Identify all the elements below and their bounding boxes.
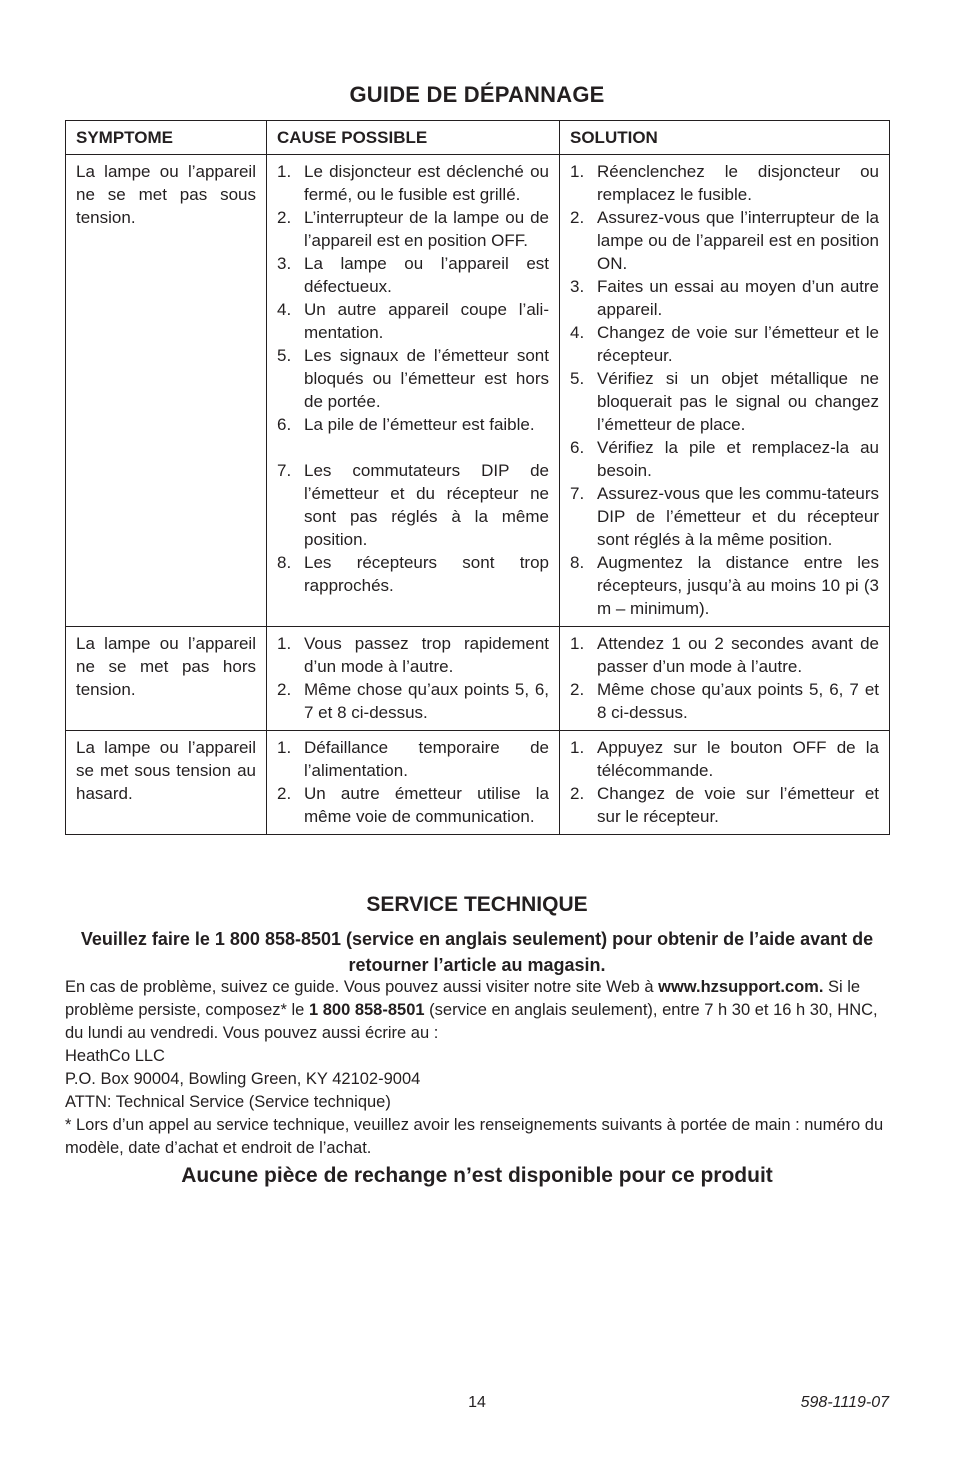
list-item: 1. Vous passez trop rapidement d’un mode à l’autre. — [277, 634, 549, 676]
list-item: 6. La pile de l’émetteur est faible. — [277, 415, 535, 434]
list-item: 1. Appuyez sur le bouton OFF de la télécommande. — [570, 738, 879, 780]
list-item: 6. Vérifiez la pile et remplacez-la au besoin. — [570, 438, 879, 480]
solution-cell — [560, 627, 890, 731]
table-row — [66, 627, 890, 731]
symptom-cell: La lampe ou l’appareil ne se met pas hors tension. — [66, 627, 267, 731]
solution-list — [570, 160, 879, 620]
cause-list — [277, 160, 549, 597]
cause-cell — [267, 731, 560, 835]
list-item: 5. Les signaux de l’émetteur sont bloqués ou l’émetteur est hors de portée. — [277, 346, 549, 411]
symptom-cell: La lampe ou l’appareil ne se met pas sous tension. — [66, 155, 267, 627]
address-box: P.O. Box 90004, Bowling Green, KY 42102-9004 — [65, 1070, 421, 1088]
list-item: 4. Un autre appareil coupe l’ali-mentation. — [277, 300, 549, 342]
service-paragraph: En cas de problème, suivez ce guide. Vous pouvez aussi visiter notre site Web à www.hzsupport.com. Si le problème persiste, composez* le 1 800 858-8501 (service en anglais seulement), entre 7 h 30 et 16 h 30, HNC, du lundi au vendredi. Vous pouvez aussi écrire au : — [65, 978, 878, 1042]
no-parts-notice: Aucune pièce de rechange n’est disponible pour ce produit — [181, 1164, 773, 1187]
website-link[interactable]: www.hzsupport.com. — [658, 978, 824, 996]
cause-cell — [267, 155, 560, 627]
header-symptom: SYMPTOME — [66, 121, 267, 155]
list-item: 4. Changez de voie sur l’émetteur et le récepteur. — [570, 323, 879, 365]
list-item: 2. Même chose qu’aux points 5, 6, 7 et 8 ci-dessus. — [570, 680, 879, 722]
service-footnote: * Lors d’un appel au service technique, veuillez avoir les renseignements suivants à portée de main : numéro du modèle, date d’achat et endroit de l’achat. — [65, 1116, 884, 1157]
document-code: 598-1119-07 — [800, 1394, 889, 1411]
list-item: 3. Faites un essai au moyen d’un autre appareil. — [570, 277, 879, 319]
symptom-cell: La lampe ou l’appareil se met sous tension au hasard. — [66, 731, 267, 835]
header-solution: SOLUTION — [560, 121, 890, 155]
list-item: 2. Assurez-vous que l’interrupteur de la lampe ou de l’appareil est en position ON. — [570, 208, 879, 273]
list-item: 5. Vérifiez si un objet métallique ne bloquerait pas le signal ou changez l’émetteur de place. — [570, 369, 879, 434]
list-item: 1. Attendez 1 ou 2 secondes avant de passer d’un mode à l’autre. — [570, 634, 879, 676]
list-item: 2. Un autre émetteur utilise la même voie de communication. — [277, 784, 549, 826]
solution-cell — [560, 155, 890, 627]
list-item: 2. Changez de voie sur l’émetteur et sur le récepteur. — [570, 784, 879, 826]
list-item: 8. Les récepteurs sont trop rapprochés. — [277, 553, 549, 595]
list-item: 7. Assurez-vous que les commu-tateurs DIP de l’émetteur et du récepteur sont réglés à la même position. — [570, 484, 879, 549]
cause-cell — [267, 627, 560, 731]
page-title: GUIDE DE DÉPANNAGE — [349, 82, 605, 107]
table-row — [66, 155, 890, 627]
cause-list — [277, 632, 549, 724]
cause-list — [277, 736, 549, 828]
service-title: SERVICE TECHNIQUE — [366, 893, 588, 916]
service-intro: Veuillez faire le 1 800 858-8501 (service en anglais seulement) pour obtenir de l’aide avant de retourner l’article au magasin. — [80, 929, 874, 975]
table-header-row — [66, 121, 890, 155]
table-row — [66, 731, 890, 835]
service-body — [65, 976, 891, 1160]
troubleshooting-table — [65, 120, 890, 835]
header-cause: CAUSE POSSIBLE — [267, 121, 560, 155]
solution-list — [570, 736, 879, 828]
list-item: 1. Le disjoncteur est déclenché ou fermé, ou le fusible est grillé. — [277, 162, 549, 204]
address-attn: ATTN: Technical Service (Service technique) — [65, 1093, 391, 1111]
list-item: 2. L’interrupteur de la lampe ou de l’appareil est en position OFF. — [277, 208, 549, 250]
solution-cell — [560, 731, 890, 835]
list-item: 3. La lampe ou l’appareil est défectueux. — [277, 254, 549, 296]
list-item: 1. Réenclenchez le disjoncteur ou remplacez le fusible. — [570, 162, 879, 204]
solution-list — [570, 632, 879, 724]
list-item: 7. Les commutateurs DIP de l’émetteur et du récepteur ne sont pas réglés à la même position. — [277, 461, 549, 549]
list-item: 2. Même chose qu’aux points 5, 6, 7 et 8 ci-dessus. — [277, 680, 549, 722]
address-name: HeathCo LLC — [65, 1047, 165, 1065]
page-number: 14 — [468, 1394, 486, 1411]
list-item: 1. Défaillance temporaire de l’alimentation. — [277, 738, 549, 780]
list-item: 8. Augmentez la distance entre les récepteurs, jusqu’à au moins 10 pi (3 m – minimum). — [570, 553, 879, 618]
phone-number: 1 800 858-8501 — [308, 1001, 425, 1019]
